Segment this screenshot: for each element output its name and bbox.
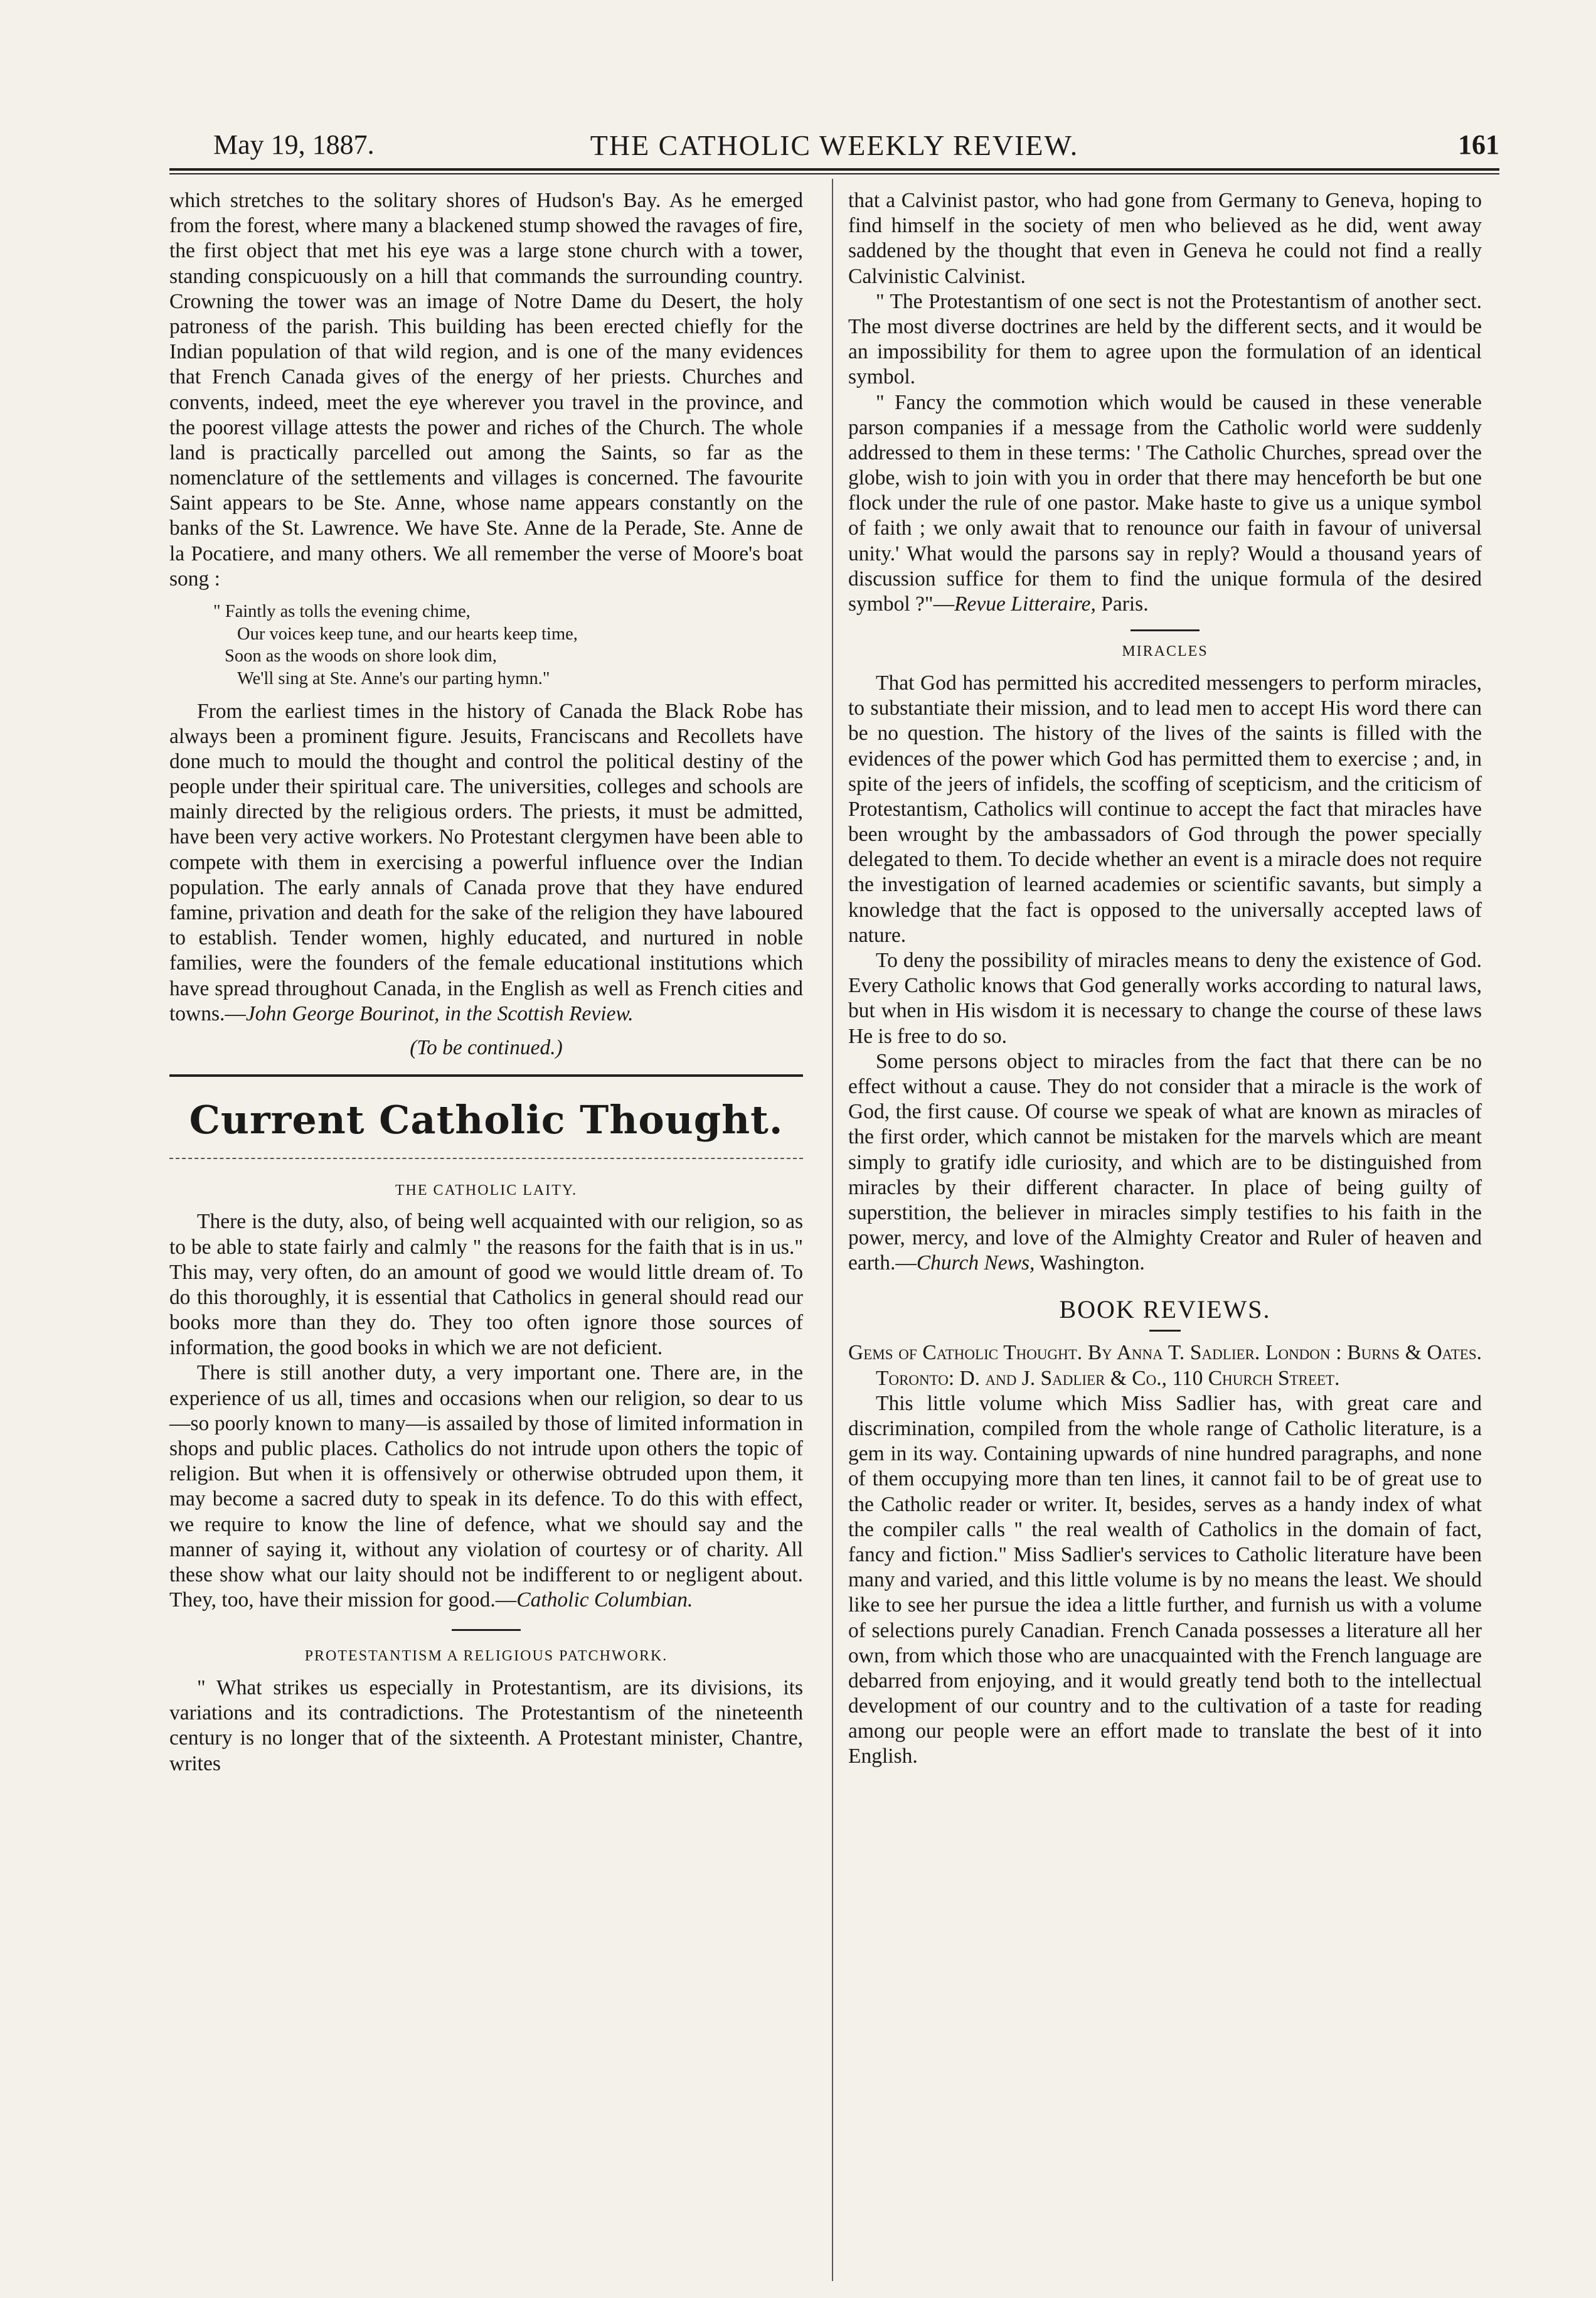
left-column — [169, 188, 803, 1777]
paragraph-text: " Fancy the commotion which would be caused in these venerable parson companies if a message from the Catholic world were suddenly addressed to them in these terms: ' The Catholic Churches, spread over the globe, wish to join with you in order that there may henceforth be but one flock under the rule of one pastor. Make haste to give us a unique symbol of faith ; we only await that to renounce our faith in favour of universal unity.' What would the parsons say in reply? Would a thousand years of discussion suffice for them to find the unique formula of the desired symbol ?"— — [848, 390, 1482, 616]
to-be-continued: (To be continued.) — [410, 1035, 563, 1059]
review-book-heading: Gems of Catholic Thought. By Anna T. Sadlier. London : Burns & Oates. Toronto: D. and J. Sadlier & Co., 110 Church Street. — [848, 1341, 1482, 1390]
subheading: PROTESTANTISM A RELIGIOUS PATCHWORK. — [304, 1648, 668, 1665]
subheading: THE CATHOLIC LAITY. — [395, 1182, 578, 1199]
article-paragraph: which stretches to the solitary shores of Hudson's Bay. As he emerged from the forest, where many a blackened stump showed the ravages of fire, the first object that met his eye was a large stone church with a tower, standing conspicuously on a hill that commands the surrounding country. Crowning the tower was an image of Notre Dame du Desert, the holy patroness of the parish. This building has been erected chiefly for the Indian population of that wild region, and is one of the many evidences that French Canada gives of the energy of her priests. Churches and convents, indeed, meet the eye wherever you travel in the province, and the poorest village attests the power and riches of the Church. The whole land is practically parcelled out among the Saints, so far as the nomenclature of the settlements and villages is concerned. The favourite Saint appears to be Ste. Anne, whose name appears constantly on the banks of the St. Lawrence. We have Ste. Anne de la Perade, Ste. Anne de la Pocatiere, and many others. We all remember the verse of Moore's boat song : — [169, 189, 803, 591]
article-paragraph — [848, 390, 1482, 617]
paragraph-text: There is still another duty, a very important one. There are, in the experience of us all, times and occasions when our religion, so dear to us—so poorly known to many—is assailed by those of limited information in shops and public places. Catholics do not intrude upon others the topic of religion. But when it is offensively or otherwise obtruded upon them, it may become a sacred duty to speak in its defence. To do this with effect, we require to know the line of defence, what we should say and the manner of saying it, without any violation of courtesy or of charity. All these show what our laity should not be indifferent to or negligent about. They, too, have their mission for good.— — [169, 1361, 803, 1612]
publication-title: THE CATHOLIC WEEKLY REVIEW. — [590, 129, 1079, 161]
page-header — [169, 129, 1499, 173]
poem-line: Soon as the woods on shore look dim, — [225, 646, 497, 666]
article-paragraph: To deny the possibility of miracles means to deny the existence of God. Every Catholic knows that God generally works according to natural laws, but when in His wisdom it is necessary to change the course of these laws He is free to do so. — [848, 949, 1482, 1048]
book-reviews-heading: BOOK REVIEWS. — [1059, 1295, 1271, 1324]
article-paragraph: that a Calvinist pastor, who had gone from Germany to Geneva, hoping to find himself in the society of men who believed as he did, went away saddened by the thought that even in Geneva he could not find a really Calvinistic Calvinist. — [848, 189, 1482, 288]
article-paragraph: " What strikes us especially in Protestantism, are its divisions, its variations and its contradictions. The Protestantism of the nineteenth century is no longer that of the sixteenth. A Protestant minister, Chantre, writes — [169, 1676, 803, 1775]
section-title: Current Catholic Thought. — [189, 1097, 784, 1143]
article-paragraph: There is the duty, also, of being well acquainted with our religion, so as to be able to state fairly and calmly " the reasons for the faith that is in us." This may, very often, do an amount of good we would little dream of. To do this thoroughly, it is essential that Catholics in general should read our books more than they do. They too often ignore those sources of information, the good books in which we are not deficient. — [169, 1210, 803, 1360]
issue-date: May 19, 1887. — [213, 129, 375, 160]
citation: Catholic Columbian. — [516, 1588, 693, 1612]
article-paragraph — [169, 699, 803, 1027]
poem-line: " Faintly as tolls the evening chime, — [213, 602, 471, 621]
article-paragraph: This little volume which Miss Sadlier has, with great care and discrimination, compiled from the whole range of Catholic literature, is a gem in its way. Containing upwards of nine hundred paragraphs, and none of them occupying more than ten lines, it cannot fail to be of great use to the Catholic reader or writer. It, besides, serves as a handy index of what the compiler calls " the real wealth of Catholics in the domain of fact, fancy and fiction." Miss Sadlier's services to Catholic literature have been many and varied, and this little volume is by no means the least. We should like to see her pursue the idea a little further, and furnish us with a volume of selections purely Canadian. French Canada possesses a literature all her own, from which those who are unacquainted with the French language are debarred from enjoying, and it would greatly tend both to the intellectual development of our country and to the cultivation of a taste for reading among our people were an effort made to translate the best of it into English. — [848, 1391, 1482, 1768]
short-rule — [452, 1629, 521, 1631]
article-paragraph — [848, 1049, 1482, 1276]
poem-quote — [213, 601, 803, 690]
section-rule — [169, 1074, 803, 1077]
citation-place: Paris. — [1095, 592, 1149, 616]
poem-line: Our voices keep tune, and our hearts keep time, — [237, 624, 578, 644]
paragraph-text: Some persons object to miracles from the fact that there can be no effect without a cause. They do not consider that a miracle is the work of God, the first cause. Of course we speak of what are known as miracles of the first order, which cannot be mistaken for the marvels which are meant simply to gratify idle curiosity, and which are to be distinguished from miracles by their different character. In place of being guilty of superstition, the believer in miracles simply testifies to his faith in the power, mercy, and love of the Almighty Creator and Ruler of heaven and earth.— — [848, 1049, 1482, 1275]
page-number: 161 — [1458, 129, 1499, 160]
article-paragraph — [169, 1360, 803, 1613]
short-rule — [1149, 1330, 1181, 1332]
poem-line: We'll sing at Ste. Anne's our parting hymn." — [237, 668, 550, 688]
short-rule — [1130, 629, 1200, 631]
column-divider — [832, 179, 833, 2281]
dashed-rule — [169, 1158, 803, 1159]
article-paragraph: " The Protestantism of one sect is not the Protestantism of another sect. The most diverse doctrines are held by the different sects, and it would be an impossibility for them to agree upon the formulation of an identical symbol. — [848, 289, 1482, 389]
subheading: MIRACLES — [1122, 643, 1208, 660]
citation: John George Bourinot, in the Scottish Review. — [245, 1002, 634, 1025]
paragraph-text: From the earliest times in the history of Canada the Black Robe has always been a prominent figure. Jesuits, Franciscans and Recollets have done much to mould the thought and control the political destiny of the people under their spiritual care. The universities, colleges and schools are mainly directed by the religious orders. The priests, it must be admitted, have been very active workers. No Protestant clergymen have been able to compete with them in exercising a powerful influence over the Indian population. The early annals of Canada prove that they have endured famine, privation and death for the sake of the religion they have laboured to establish. Tender women, highly educated, and nurtured in noble families, were the founders of the female educational institutions which have spread throughout Canada, in the English as well as French cities and towns.— — [169, 699, 803, 1025]
right-column — [848, 188, 1482, 1770]
citation: Revue Litteraire, — [954, 592, 1096, 616]
citation: Church News, — [916, 1251, 1035, 1275]
header-rule-thin — [169, 173, 1499, 174]
header-rule — [169, 168, 1499, 171]
citation-place: Washington. — [1035, 1251, 1145, 1275]
article-paragraph: That God has permitted his accredited messengers to perform miracles, to substantiate their mission, and to lead men to accept His word there can be no question. The history of the lives of the saints is filled with the evidences of the power which God has permitted them to exercise ; and, in spite of the jeers of infidels, the scoffing of scepticism, and the criticism of Protestantism, Catholics will continue to accept the fact that miracles have been wrought by the ambassadors of God through the power specially delegated to them. To decide whether an event is a miracle does not require the investigation of learned academies or scientific savants, but simply a knowledge that the fact is opposed to the universally accepted laws of nature. — [848, 671, 1482, 947]
